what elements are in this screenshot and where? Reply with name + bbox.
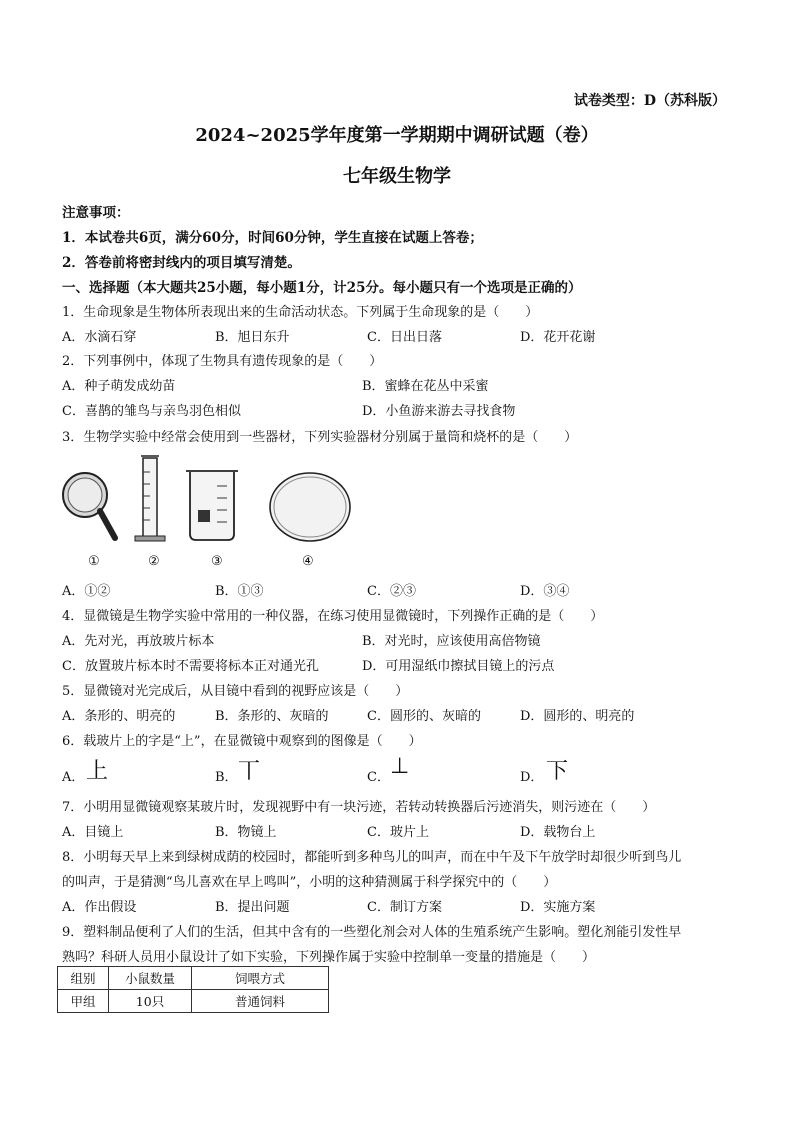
section-heading: 一、选择题（本大题共25小题，每小题1分，计25分。每小题只有一个选项是正确的） [62, 280, 582, 296]
figure-label-2: ② [148, 554, 160, 569]
figure-label-4: ④ [302, 554, 314, 569]
q5-option-c: C．圆形的、灰暗的 [367, 709, 481, 724]
exam-subtitle: 七年级生物学 [343, 166, 451, 187]
experiment-table [57, 966, 329, 1013]
question-9-stem-line1: 9．塑料制品便利了人们的生活，但其中含有的一些塑化剂会对人体的生殖系统产生影响。塑化剂能引发性早 [62, 925, 682, 940]
notice-heading: 注意事项： [62, 205, 130, 221]
q4-option-d: D．可用湿纸巾擦拭目镜上的污点 [362, 659, 555, 674]
q8-option-d: D．实施方案 [520, 900, 596, 915]
question-4-stem: 4．显微镜是生物学实验中常用的一种仪器，在练习使用显微镜时，下列操作正确的是（ ） [62, 609, 604, 624]
q1-option-d: D．花开花谢 [520, 330, 596, 345]
q6-glyph-b: 丅 [238, 759, 261, 784]
question-7-stem: 7．小明用显微镜观察某玻片时，发现视野中有一块污迹，若转动转换器后污迹消失，则污迹在（ ） [62, 800, 656, 815]
q1-option-c: C．日出日落 [367, 330, 442, 345]
exam-title: 2024~2025学年度第一学期期中调研试题（卷） [195, 125, 599, 146]
q6-option-a: A． [62, 770, 85, 785]
q3-option-b: B．①③ [215, 584, 264, 599]
notice-item-1: 1．本试卷共6页，满分60分，时间60分钟，学生直接在试题上答卷； [62, 230, 483, 246]
question-8-stem-line2: 的叫声，于是猜测“鸟儿喜欢在早上鸣叫”，小明的这种猜测属于科学探究中的（ ） [62, 875, 557, 890]
figure-label-3: ③ [211, 554, 223, 569]
q1-option-a: A．水滴石穿 [62, 330, 137, 345]
graduated-cylinder-icon [135, 456, 165, 541]
q8-option-c: C．制订方案 [367, 900, 442, 915]
question-8-stem-line1: 8．小明每天早上来到绿树成荫的校园时，都能听到多种鸟儿的叫声，而在中午及下午放学时却很少听到鸟儿 [62, 850, 682, 865]
q4-option-b: B．对光时，应该使用高倍物镜 [362, 634, 541, 649]
q6-glyph-a: 上 [86, 759, 109, 784]
question-6-stem: 6．载玻片上的字是“上”，在显微镜中观察到的图像是（ ） [62, 734, 422, 749]
table-cell: 甲组 [58, 990, 109, 1013]
question-3-stem: 3．生物学实验中经常会使用到一些器材，下列实验器材分别属于量筒和烧杯的是（ ） [62, 430, 578, 445]
q7-option-c: C．玻片上 [367, 825, 429, 840]
q3-option-d: D．③④ [520, 584, 570, 599]
table-header-row [58, 967, 329, 990]
beaker-icon [186, 471, 238, 540]
q6-glyph-c: ⊥ [390, 754, 410, 779]
lab-equipment-figure [55, 452, 355, 547]
petri-dish-icon [270, 473, 350, 541]
table-header-cell: 组别 [58, 967, 109, 990]
table-row [58, 990, 329, 1013]
q6-option-c: C． [367, 770, 390, 785]
notice-item-2: 2．答卷前将密封线内的项目填写清楚。 [62, 255, 301, 271]
magnifier-icon [63, 473, 115, 538]
question-9-stem-line2: 熟吗？科研人员用小鼠设计了如下实验，下列操作属于实验中控制单一变量的措施是（ ） [62, 950, 596, 965]
q4-option-c: C．放置玻片标本时不需要将标本正对通光孔 [62, 659, 319, 674]
q8-option-b: B．提出问题 [215, 900, 290, 915]
q6-option-d: D． [520, 770, 544, 785]
table-header-cell: 饲喂方式 [192, 967, 329, 990]
exam-type-label: 试卷类型：D（苏科版） [573, 93, 726, 109]
question-2-stem: 2．下列事例中，体现了生物具有遗传现象的是（ ） [62, 354, 383, 369]
question-5-stem: 5．显微镜对光完成后，从目镜中看到的视野应该是（ ） [62, 684, 409, 699]
q6-option-b: B． [215, 770, 238, 785]
q2-option-b: B．蜜蜂在花丛中采蜜 [362, 379, 489, 394]
q2-option-d: D．小鱼游来游去寻找食物 [362, 404, 516, 419]
q2-option-a: A．种子萌发成幼苗 [62, 379, 176, 394]
q7-option-d: D．载物台上 [520, 825, 596, 840]
q3-option-a: A．①② [62, 584, 111, 599]
q8-option-a: A．作出假设 [62, 900, 137, 915]
q1-option-b: B．旭日东升 [215, 330, 290, 345]
table-cell: 10只 [109, 990, 192, 1013]
q7-option-a: A．目镜上 [62, 825, 124, 840]
question-1-stem: 1．生命现象是生物体所表现出来的生命活动状态。下列属于生命现象的是（ ） [62, 305, 539, 320]
q2-option-c: C．喜鹊的雏鸟与亲鸟羽色相似 [62, 404, 241, 419]
q4-option-a: A．先对光，再放玻片标本 [62, 634, 215, 649]
table-header-cell: 小鼠数量 [109, 967, 192, 990]
q5-option-a: A．条形的、明亮的 [62, 709, 176, 724]
q5-option-b: B．条形的、灰暗的 [215, 709, 329, 724]
q6-glyph-d: 下 [546, 759, 569, 784]
figure-label-1: ① [88, 554, 100, 569]
table-cell: 普通饲料 [192, 990, 329, 1013]
q7-option-b: B．物镜上 [215, 825, 277, 840]
q3-option-c: C．②③ [367, 584, 416, 599]
q5-option-d: D．圆形的、明亮的 [520, 709, 635, 724]
